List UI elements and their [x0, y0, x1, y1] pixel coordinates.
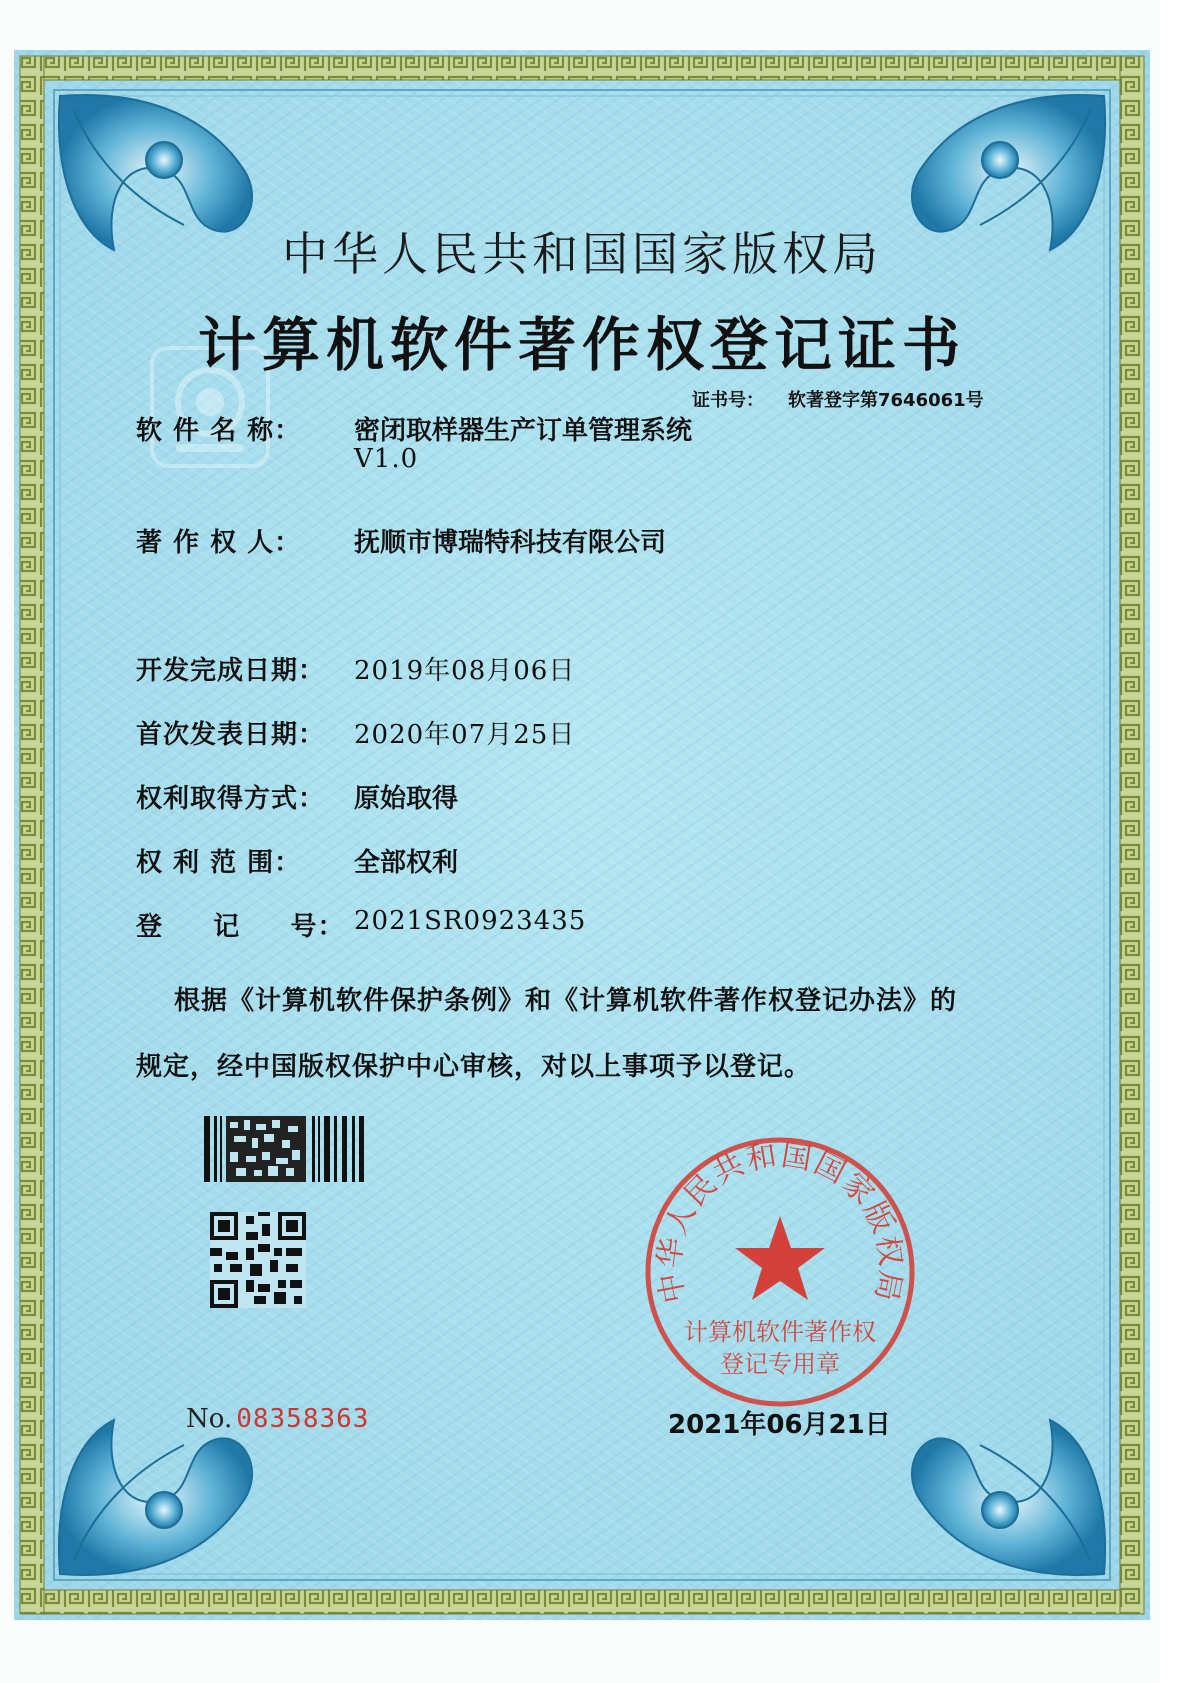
serial-number-value: 08358363 [236, 1404, 370, 1434]
acquisition-method-label: 权利取得方式： [136, 784, 326, 814]
rights-scope-value: 全部权利 [354, 848, 459, 878]
certificate-title: 计算机软件著作权登记证书 [197, 311, 966, 379]
star-icon [735, 1216, 825, 1300]
certificate-frame [14, 50, 1150, 1620]
corner-ornament-icon [59, 1420, 252, 1575]
software-version-value: V1.0 [354, 444, 419, 474]
corner-ornament-icon [912, 1420, 1105, 1575]
barcode-icon [204, 1116, 364, 1182]
qr-code-icon [210, 1212, 306, 1308]
certificate-number-value: 软著登字第7646061号 [788, 390, 984, 411]
completion-date-value: 2019年08月06日 [354, 656, 576, 686]
legal-statement-line2: 规定，经中国版权保护中心审核，对以上事项予以登记。 [136, 1052, 812, 1082]
copyright-owner-value: 抚顺市博瑞特科技有限公司 [354, 528, 667, 558]
seal-line2: 登记专用章 [720, 1350, 840, 1378]
certificate-number-label: 证书号： [692, 390, 764, 411]
official-seal-icon [638, 1130, 922, 1414]
issuer-heading: 中华人民共和国国家版权局 [282, 227, 882, 281]
seal-line1: 计算机软件著作权 [684, 1318, 876, 1346]
software-name-label: 软 件 名 称： [136, 416, 302, 446]
issue-date: 2021年06月21日 [668, 1410, 891, 1440]
acquisition-method-value: 原始取得 [354, 784, 459, 814]
software-name-value: 密闭取样器生产订单管理系统 [354, 416, 693, 446]
publication-date-value: 2020年07月25日 [354, 720, 576, 750]
rights-scope-label: 权 利 范 围： [136, 848, 302, 878]
certificate [14, 50, 1150, 1620]
seal-top-text: 中华人民共和国国家版权局 [651, 1137, 909, 1306]
certificate-number [692, 386, 984, 412]
serial-number [186, 1404, 369, 1434]
registration-number-label: 登 记 号： [136, 912, 345, 942]
legal-statement-line1: 根据《计算机软件保护条例》和《计算机软件著作权登记办法》的 [174, 986, 958, 1016]
copyright-owner-label: 著 作 权 人： [136, 528, 302, 558]
completion-date-label: 开发完成日期： [136, 656, 326, 686]
registration-number-value: 2021SR0923435 [354, 906, 587, 936]
serial-number-label: No. [186, 1404, 233, 1434]
publication-date-label: 首次发表日期： [136, 720, 326, 750]
